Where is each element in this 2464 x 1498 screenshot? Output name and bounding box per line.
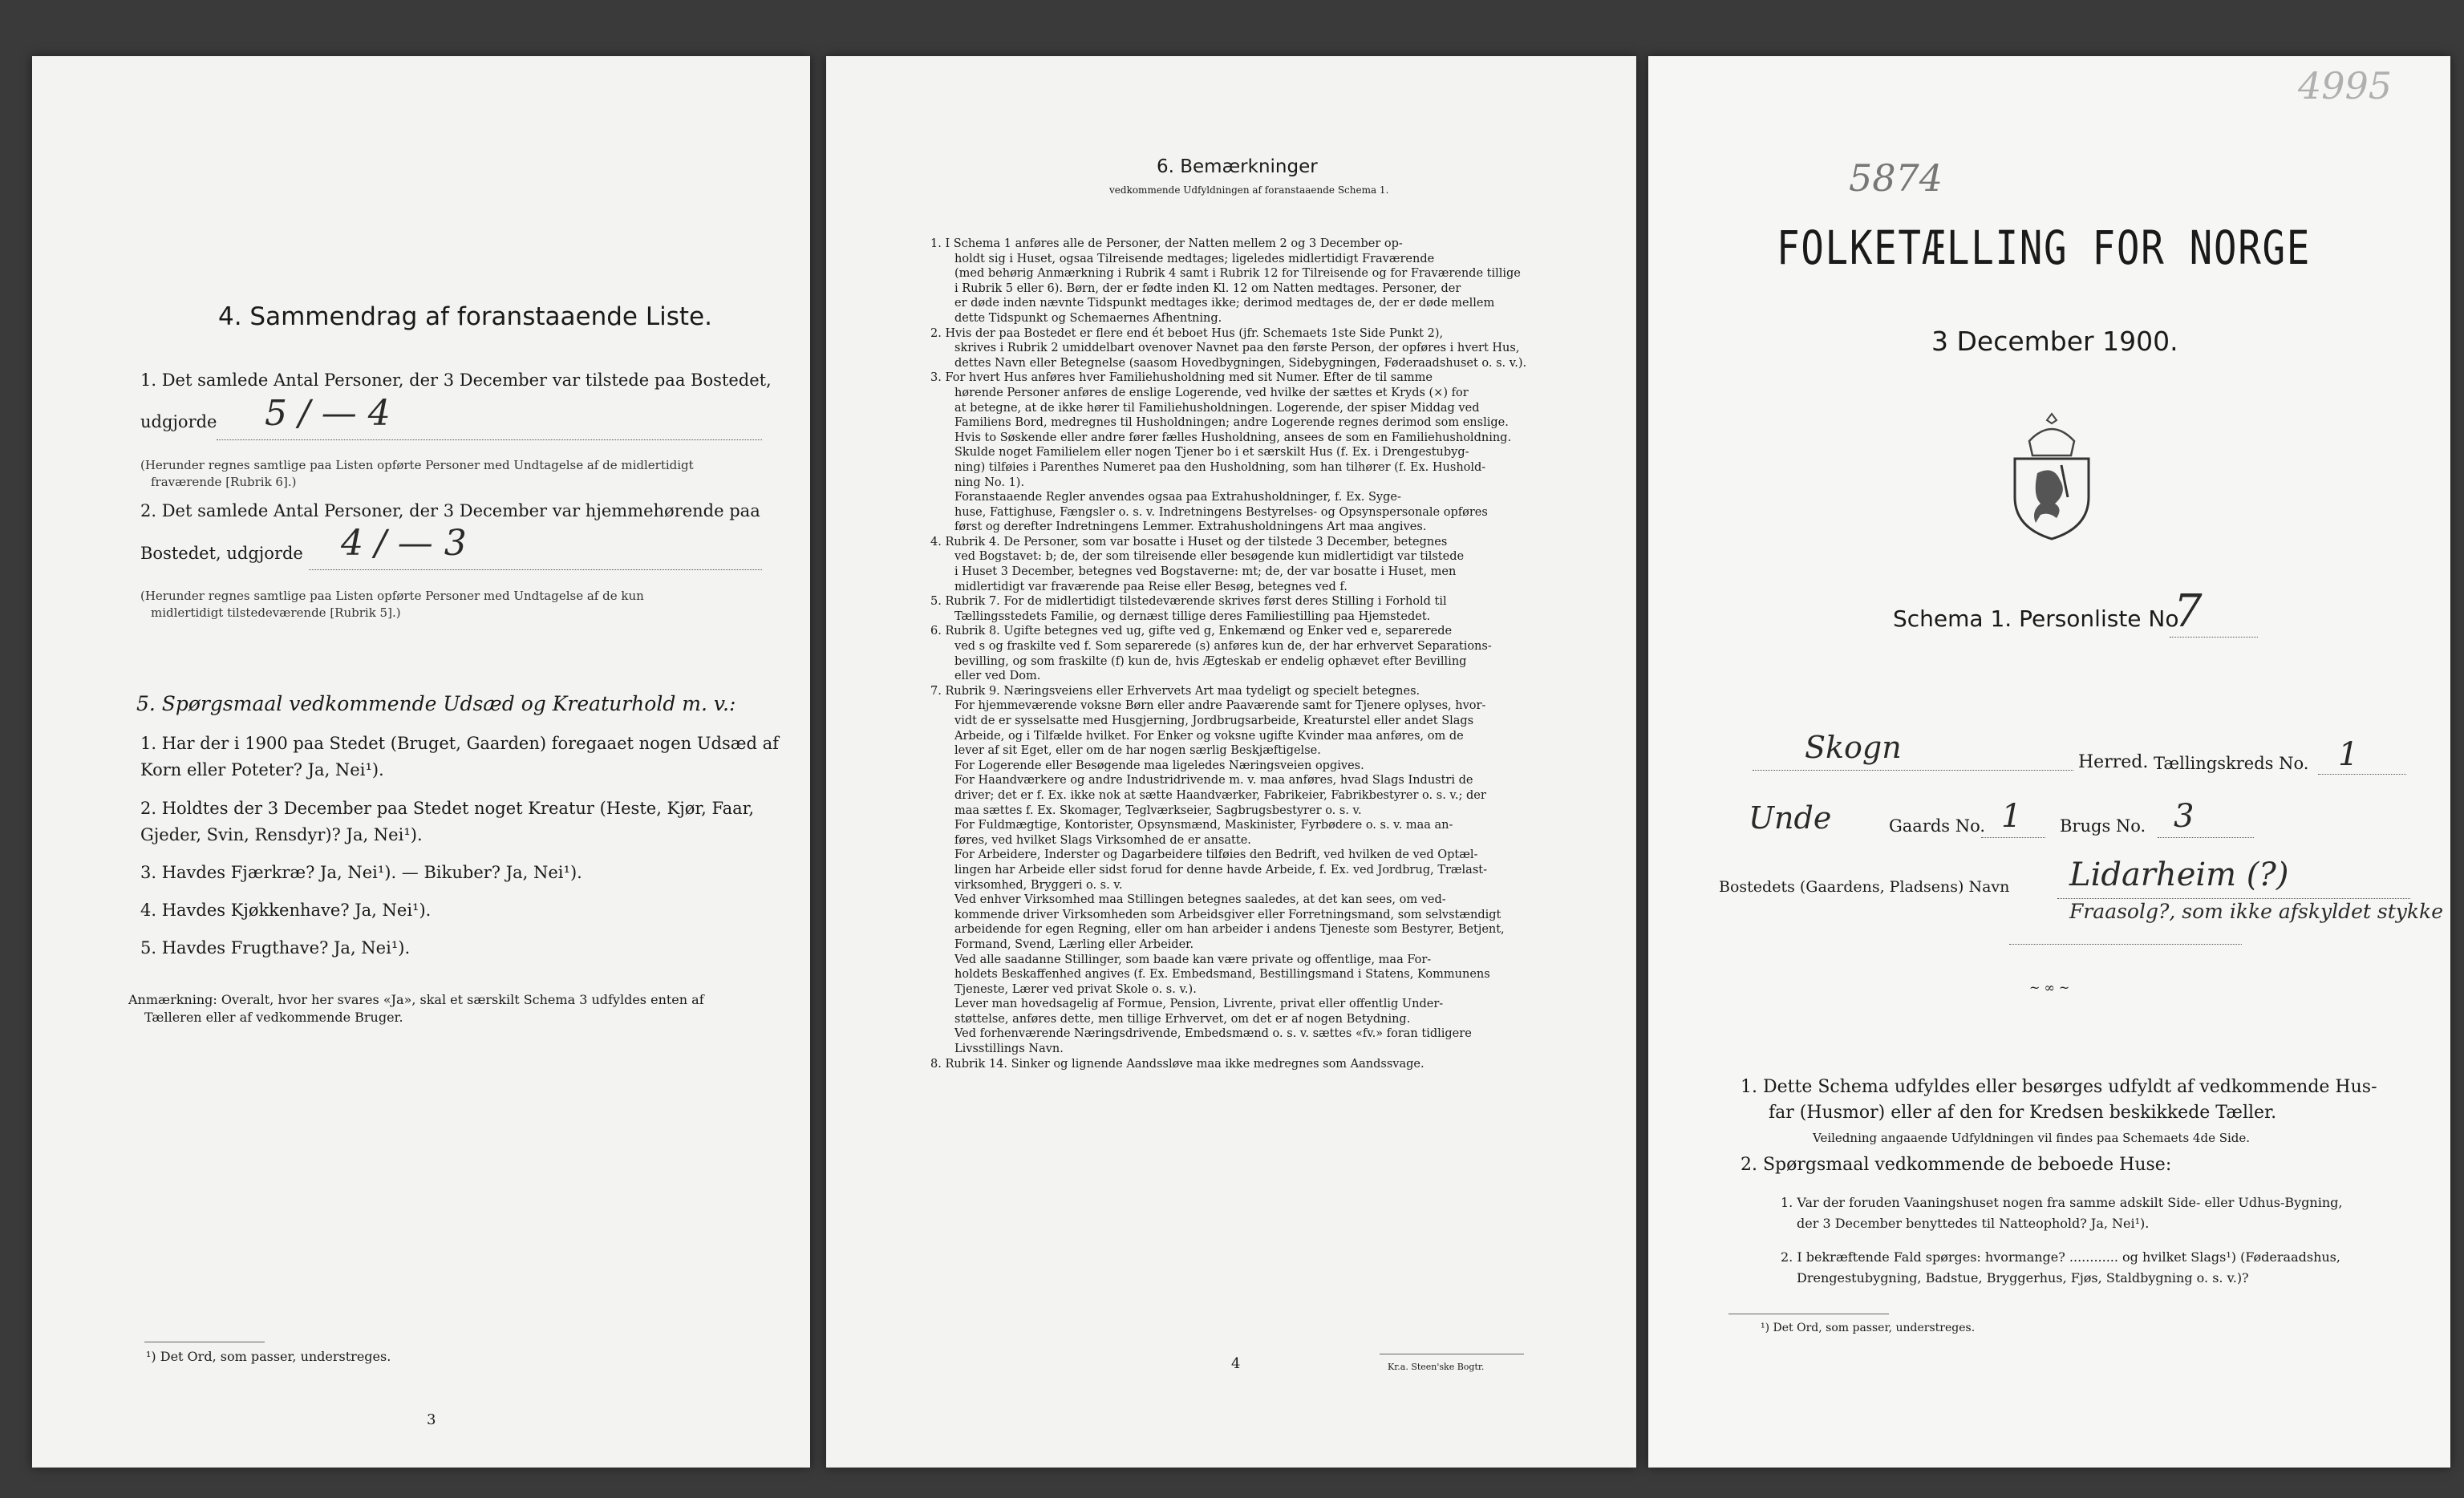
herred-line — [1753, 770, 2073, 771]
item-2: 2. Spørgsmaal vedkommende de beboede Huse: — [1741, 1155, 2172, 1175]
remark-line: Hvis to Søskende eller andre fører fælles Husholdning, ansees de som en Familiehusholdning. — [954, 431, 1512, 444]
ornament: ~ ∞ ~ — [2029, 980, 2070, 995]
remark-line: er døde inden nævnte Tidspunkt medtages ikke; derimod medtages de, der er døde mellem — [954, 297, 1495, 310]
cover-date: 3 December 1900. — [1931, 326, 2178, 357]
remark-line: holdt sig i Huset, ogsaa Tilreisende medtages; ligeledes midlertidigt Fraværende — [954, 252, 1435, 265]
q2-note-1: (Herunder regnes samtlige paa Listen opførte Personer med Undtagelse af de kun — [140, 589, 644, 603]
norwegian-coat-of-arms-icon — [2005, 409, 2098, 541]
s5-q5: 5. Havdes Frugthave? Ja, Nei¹). — [140, 938, 411, 958]
s5-q4: 4. Havdes Kjøkkenhave? Ja, Nei¹). — [140, 901, 432, 920]
remark-line: i Huset 3 December, betegnes ved Bogstaverne: mt; de, der var bosatte i Huset, men — [954, 565, 1457, 579]
q1-line: 1. Det samlede Antal Personer, der 3 December var tilstede paa Bostedet, — [140, 370, 772, 390]
remark-line: Foranstaaende Regler anvendes ogsaa paa Extrahusholdninger, f. Ex. Syge- — [954, 491, 1401, 504]
gaard-value: 1 — [2001, 798, 2022, 835]
remark-line: 7. Rubrik 9. Næringsveiens eller Erhvervets Art maa tydeligt og specielt betegnes. — [930, 684, 1420, 698]
footnote: ¹) Det Ord, som passer, understreges. — [1761, 1322, 1976, 1334]
item-1-line-c: Veiledning angaaende Udfyldningen vil findes paa Schemaets 4de Side. — [1813, 1131, 2251, 1145]
bosted-line — [2057, 898, 2410, 899]
q1-note-2: fraværende [Rubrik 6].) — [151, 475, 297, 489]
remark-line: For Haandværkere og andre Industridrivende m. v. maa anføres, hvad Slags Industri de — [954, 774, 1473, 787]
remark-line: Ved enhver Virksomhed maa Stillingen betegnes saaledes, at det kan sees, om ved- — [954, 893, 1446, 907]
krets-line — [2318, 774, 2406, 775]
schema-number-line — [2170, 637, 2258, 638]
gaard-line — [1981, 837, 2045, 838]
house-q2-b: Drengestubygning, Badstue, Bryggerhus, Fjøs, Staldbygning o. s. v.)? — [1797, 1270, 2249, 1285]
q2-answer-line — [309, 569, 762, 570]
brugs-label: Brugs No. — [2060, 816, 2146, 836]
section-4-title: 4. Sammendrag af foranstaaende Liste. — [218, 302, 712, 331]
q1-answer-line — [217, 439, 762, 440]
herred-label: Herred. — [2078, 752, 2149, 772]
bosted-note-line — [2009, 944, 2242, 945]
remark-line: 5. Rubrik 7. For de midlertidigt tilstedeværende skrives først deres Stilling i Forhold til — [930, 595, 1447, 609]
remark-line: ning No. 1). — [954, 476, 1025, 489]
remark-line: Skulde noget Familielem eller nogen Tjener bo i et særskilt Hus (f. Ex. i Drengestubyg- — [954, 446, 1469, 460]
annotation-line-2: Tælleren eller af vedkommende Bruger. — [144, 1010, 403, 1025]
remark-line: føres, ved hvilket Slags Virksomhed de er ansatte. — [954, 833, 1251, 847]
remark-line: bevilling, og som fraskilte (f) kun de, hvis Ægteskab er endelig ophævet efter Bevilling — [954, 654, 1467, 668]
remark-line: først og derefter Indretningens Lemmer. Extrahusholdningens Art maa angives. — [954, 520, 1427, 534]
house-q2-a: 2. I bekræftende Fald spørges: hvormange? ............ og hvilket Slags¹) (Føderaadshus, — [1781, 1249, 2340, 1265]
q2-handwritten-count: 4 / — 3 — [341, 523, 467, 564]
q1-handwritten-count: 5 / — 4 — [265, 393, 391, 434]
page-number: 4 — [1231, 1355, 1241, 1372]
q1-note-1: (Herunder regnes samtlige paa Listen opførte Personer med Undtagelse af de midlertidigt — [140, 458, 694, 472]
remark-line: Formand, Svend, Lærling eller Arbeider. — [954, 937, 1194, 951]
remark-line: Ved forhenværende Næringsdrivende, Embedsmænd o. s. v. sættes «fv.» foran tidligere — [954, 1027, 1472, 1041]
remark-line: eller ved Dom. — [954, 670, 1041, 683]
remark-line: hørende Personer anføres de enslige Logerende, ved hvilke der sættes et Kryds (×) for — [954, 386, 1469, 399]
remark-line: ning) tilføies i Parenthes Numeret paa den Husholdning, som han tilhører (f. Ex. Hushold- — [954, 460, 1486, 474]
remark-line: For Logerende eller Besøgende maa ligeledes Næringsveien opgives. — [954, 759, 1364, 772]
remark-line: lingen har Arbeide eller sidst forud for denne havde Arbeide, f. Ex. ved Jordbrug, Trælast- — [954, 863, 1487, 877]
bosted-value: Lidarheim (?) — [2069, 856, 2289, 893]
section-5-title: 5. Spørgsmaal vedkommende Udsæd og Kreaturhold m. v.: — [136, 692, 736, 715]
item-1-line-a: 1. Dette Schema udfyldes eller besørges udfyldt af vedkommende Hus- — [1741, 1077, 2377, 1097]
remark-line: Tællingsstedets Familie, og dernæst tillige deres Familiestilling paa Hjemstedet. — [954, 609, 1431, 623]
remark-line: 2. Hvis der paa Bostedet er flere end ét beboet Hus (jfr. Schemaets 1ste Side Punkt 2), — [930, 326, 1444, 340]
remark-line: For Fuldmægtige, Kontorister, Opsynsmænd, Maskinister, Fyrbødere o. s. v. maa an- — [954, 819, 1453, 832]
s5-q1-a: 1. Har der i 1900 paa Stedet (Bruget, Gaarden) foregaaet nogen Udsæd af — [140, 734, 779, 753]
remark-line: arbeidende for egen Regning, eller om han arbeider i andens Tjeneste som Bestyrer, Betjent, — [954, 923, 1505, 937]
remark-line: at betegne, at de ikke hører til Familiehusholdningen. Logerende, der spiser Middag ved — [954, 401, 1480, 415]
remarks-subtitle: vedkommende Udfyldningen af foranstaaende Schema 1. — [1109, 184, 1389, 196]
remark-line: kommende driver Virksomheden som Arbeidsgiver eller Forretningsmand, som selvstændigt — [954, 908, 1502, 921]
remark-line: lever af sit Eget, eller om de har nogen særlig Beskjæftigelse. — [954, 744, 1321, 758]
remark-line: dettes Navn eller Betegnelse (saasom Hovedbygningen, Sidebygningen, Føderaadshuset o. s. v.). — [954, 356, 1527, 370]
remark-line: 4. Rubrik 4. De Personer, som var bosatte i Huset og der tilstede 3 December, betegnes — [930, 535, 1448, 549]
remark-line: 1. I Schema 1 anføres alle de Personer, der Natten mellem 2 og 3 December op- — [930, 237, 1403, 250]
gaard-handwritten: Unde — [1749, 800, 1832, 836]
remark-line: Livsstillings Navn. — [954, 1043, 1064, 1056]
q1-label: udgjorde — [140, 412, 217, 431]
remarks-title: 6. Bemærkninger — [1157, 156, 1318, 177]
q2-note-2: midlertidigt tilstedeværende [Rubrik 5].) — [151, 605, 401, 620]
footnote: ¹) Det Ord, som passer, understreges. — [146, 1349, 391, 1364]
schema-label: Schema 1. Personliste No. — [1893, 605, 2186, 632]
page-3 — [32, 56, 810, 1468]
remark-line: dette Tidspunkt og Schemaernes Afhentning. — [954, 311, 1222, 325]
remark-line: For Arbeidere, Inderster og Dagarbeidere tilføies den Bedrift, ved hvilken de ved Optæl- — [954, 848, 1478, 862]
brugs-value: 3 — [2174, 798, 2194, 835]
brugs-line — [2158, 837, 2254, 838]
page-4 — [826, 56, 1636, 1468]
remark-line: For hjemmeværende voksne Børn eller andre Paaværende samt for Tjenere oplyses, hvor- — [954, 699, 1486, 713]
herred-value: Skogn — [1805, 730, 1902, 765]
archive-number-2: 4995 — [2298, 64, 2393, 107]
remark-line: ved Bogstavet: b; de, der som tilreisende eller besøgende kun midlertidigt var tilstede — [954, 550, 1465, 564]
cover-title: FOLKETÆLLING FOR NORGE — [1777, 221, 2312, 275]
s5-q2-a: 2. Holdtes der 3 December paa Stedet noget Kreatur (Heste, Kjør, Faar, — [140, 799, 755, 818]
remark-line: Ved alle saadanne Stillinger, som baade kan være private og offentlige, maa For- — [954, 953, 1432, 966]
s5-q2-b: Gjeder, Svin, Rensdyr)? Ja, Nei¹). — [140, 825, 423, 844]
remark-line: støttelse, anføres dette, men tillige Erhvervet, om det er af nogen Betydning. — [954, 1012, 1411, 1026]
krets-label: Tællingskreds No. — [2154, 754, 2309, 773]
remark-line: (med behørig Anmærkning i Rubrik 4 samt i Rubrik 12 for Tilreisende og for Fraværende tillige — [954, 267, 1521, 281]
remark-line: driver; det er f. Ex. ikke nok at sætte Haandværker, Fabrikeier, Fabrikbestyrer o. s. v.; der — [954, 788, 1486, 802]
remark-line: midlertidigt var fraværende paa Reise eller Besøg, betegnes ved f. — [954, 580, 1348, 593]
remark-line: i Rubrik 5 eller 6). Børn, der er fødte inden Kl. 12 om Natten medtages. Personer, der — [954, 281, 1461, 295]
remark-line: ved s og fraskilte ved f. Som separerede (s) anføres kun de, der har erhvervet Separations- — [954, 640, 1492, 654]
remark-line: 6. Rubrik 8. Ugifte betegnes ved ug, gifte ved g, Enkemænd og Enker ved e, separerede — [930, 625, 1453, 638]
remark-line: Tjeneste, Lærer ved privat Skole o. s. v.). — [954, 982, 1197, 996]
bosted-note: Fraasolg?, som ikke afskyldet stykke — [2069, 900, 2443, 923]
krets-value: 1 — [2338, 736, 2359, 773]
s5-q1-b: Korn eller Poteter? Ja, Nei¹). — [140, 760, 384, 779]
remark-line: skrives i Rubrik 2 umiddelbart ovenover Navnet paa den første Person, der opføres i hvert Hus, — [954, 342, 1520, 355]
remark-line: holdets Beskaffenhed angives (f. Ex. Embedsmand, Bestillingsmand i Statens, Kommunens — [954, 968, 1490, 982]
bosted-label: Bostedets (Gaardens, Pladsens) Navn — [1719, 878, 2010, 896]
cover-page — [1648, 56, 2450, 1468]
remark-line: virksomhed, Bryggeri o. s. v. — [954, 878, 1123, 892]
house-q1-a: 1. Var der foruden Vaaningshuset nogen fra samme adskilt Side- eller Udhus-Bygning, — [1781, 1195, 2343, 1210]
remark-line: maa sættes f. Ex. Skomager, Teglværkseier, Sagbrugsbestyrer o. s. v. — [954, 804, 1362, 817]
q2-label: Bostedet, udgjorde — [140, 544, 303, 563]
remark-line: huse, Fattighuse, Fængsler o. s. v. Indretningens Bestyrelses- og Opsynspersonale opføres — [954, 505, 1488, 519]
annotation-line-1: Anmærkning: Overalt, hvor her svares «Ja», skal et særskilt Schema 3 udfyldes enten af — [128, 992, 704, 1007]
q2-line: 2. Det samlede Antal Personer, der 3 December var hjemmehørende paa — [140, 501, 760, 520]
gaard-label: Gaards No. — [1889, 816, 1986, 836]
remark-line: Lever man hovedsagelig af Formue, Pension, Livrente, privat eller offentlig Under- — [954, 998, 1444, 1011]
remarks-list — [930, 237, 1588, 1071]
printer-imprint: Kr.a. Steen'ske Bogtr. — [1388, 1362, 1485, 1372]
house-q1-b: der 3 December benyttedes til Natteophold? Ja, Nei¹). — [1797, 1216, 2150, 1231]
remark-line: Arbeide, og i Tilfælde hvilket. For Enker og voksne ugifte Kvinder maa anføres, om de — [954, 729, 1464, 743]
item-1-line-b: far (Husmor) eller af den for Kredsen beskikkede Tæller. — [1769, 1103, 2277, 1123]
s5-q3: 3. Havdes Fjærkræ? Ja, Nei¹). — Bikuber? Ja, Nei¹). — [140, 863, 582, 882]
remark-line: 3. For hvert Hus anføres hver Familiehusholdning med sit Numer. Efter de til samme — [930, 371, 1433, 385]
archive-number-1: 5874 — [1849, 156, 1943, 200]
remark-line: 8. Rubrik 14. Sinker og lignende Aandssløve maa ikke medregnes som Aandssvage. — [930, 1057, 1424, 1071]
page-number: 3 — [427, 1411, 436, 1428]
remark-line: vidt de er sysselsatte med Husgjerning, Jordbrugsarbeide, Kreaturstel eller andet Slags — [954, 715, 1474, 727]
remark-line: Familiens Bord, medregnes til Husholdningen; andre Logerende regnes derimod som enslige. — [954, 416, 1509, 430]
schema-number: 7 — [2174, 585, 2203, 638]
